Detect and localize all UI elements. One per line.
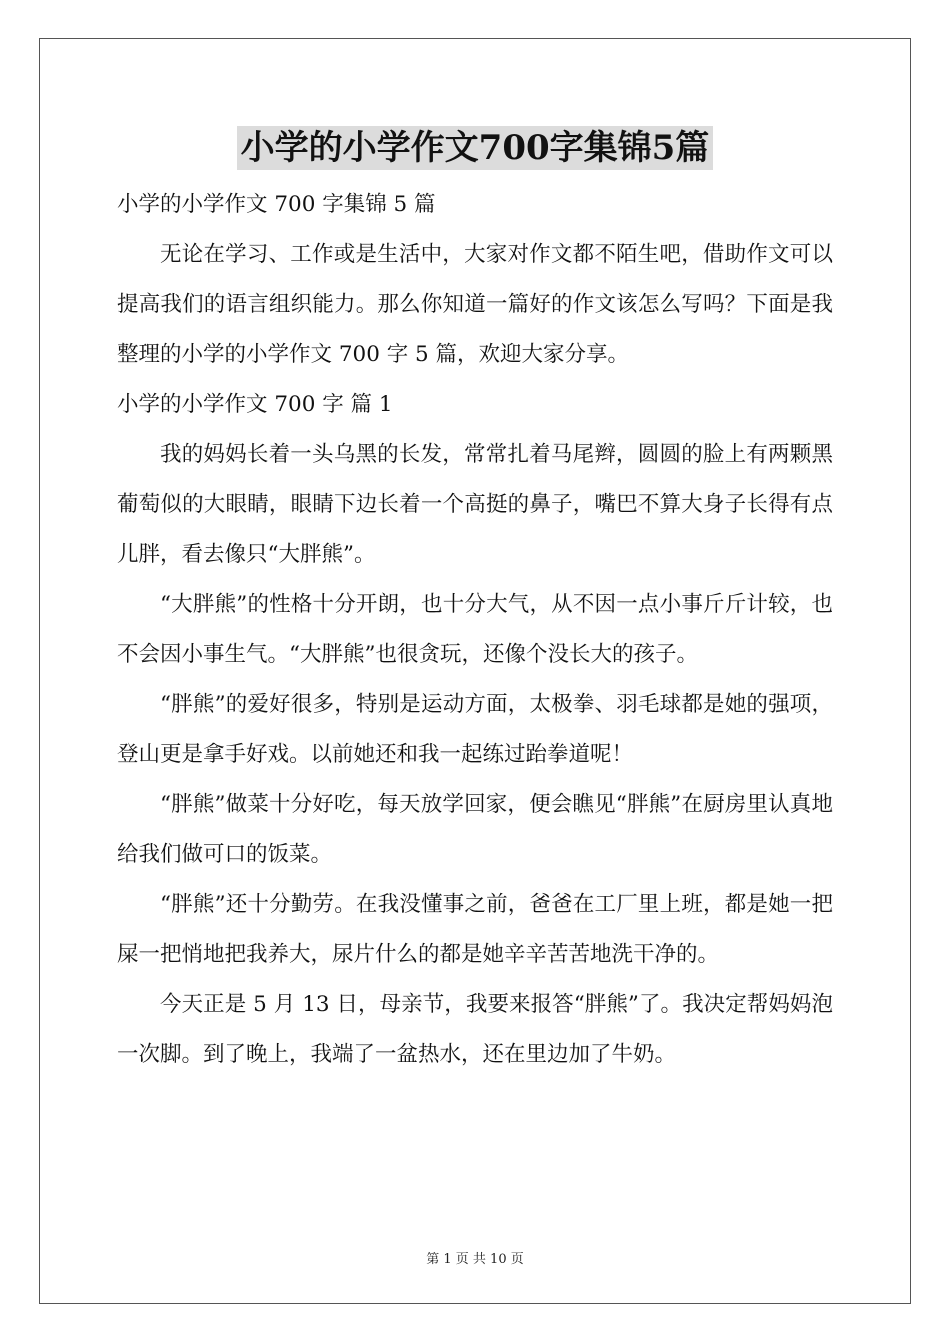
- body-paragraph: “胖熊”的爱好很多，特别是运动方面，太极拳、羽毛球都是她的强项，登山更是拿手好戏。以前她还和我一起练过跆拳道呢！: [117, 692, 833, 767]
- body-paragraph: 我的妈妈长着一头乌黑的长发，常常扎着马尾辫，圆圆的脸上有两颗黑葡萄似的大眼睛，眼睛下边长着一个高挺的鼻子，嘴巴不算大身子长得有点儿胖，看去像只“大胖熊”。: [117, 442, 833, 567]
- body-paragraph: “胖熊”做菜十分好吃，每天放学回家，便会瞧见“胖熊”在厨房里认真地给我们做可口的饭菜。: [117, 792, 833, 867]
- intro-paragraph: 无论在学习、工作或是生活中，大家对作文都不陌生吧，借助作文可以提高我们的语言组织能力。那么你知道一篇好的作文该怎么写吗？下面是我整理的小学的小学作文 700 字 5 篇，欢迎大家分享。: [117, 242, 833, 367]
- body-paragraph: 今天正是 5 月 13 日，母亲节，我要来报答“胖熊”了。我决定帮妈妈泡一次脚。到了晚上，我端了一盆热水，还在里边加了牛奶。: [117, 992, 833, 1067]
- body-paragraph: “胖熊”还十分勤劳。在我没懂事之前，爸爸在工厂里上班，都是她一把屎一把悄地把我养大，尿片什么的都是她辛辛苦苦地洗干净的。: [117, 892, 833, 967]
- body-paragraph: “大胖熊”的性格十分开朗，也十分大气，从不因一点小事斤斤计较，也不会因小事生气。“大胖熊”也很贪玩，还像个没长大的孩子。: [117, 592, 833, 667]
- section-heading: 小学的小学作文 700 字 篇 1: [117, 392, 393, 417]
- document-title: 小学的小学作文700字集锦5篇: [237, 126, 714, 170]
- document-subtitle: 小学的小学作文 700 字集锦 5 篇: [117, 192, 436, 217]
- document-body: [117, 180, 833, 1080]
- title-container: [0, 126, 950, 170]
- page-footer: 第 1 页 共 10 页: [426, 1252, 524, 1267]
